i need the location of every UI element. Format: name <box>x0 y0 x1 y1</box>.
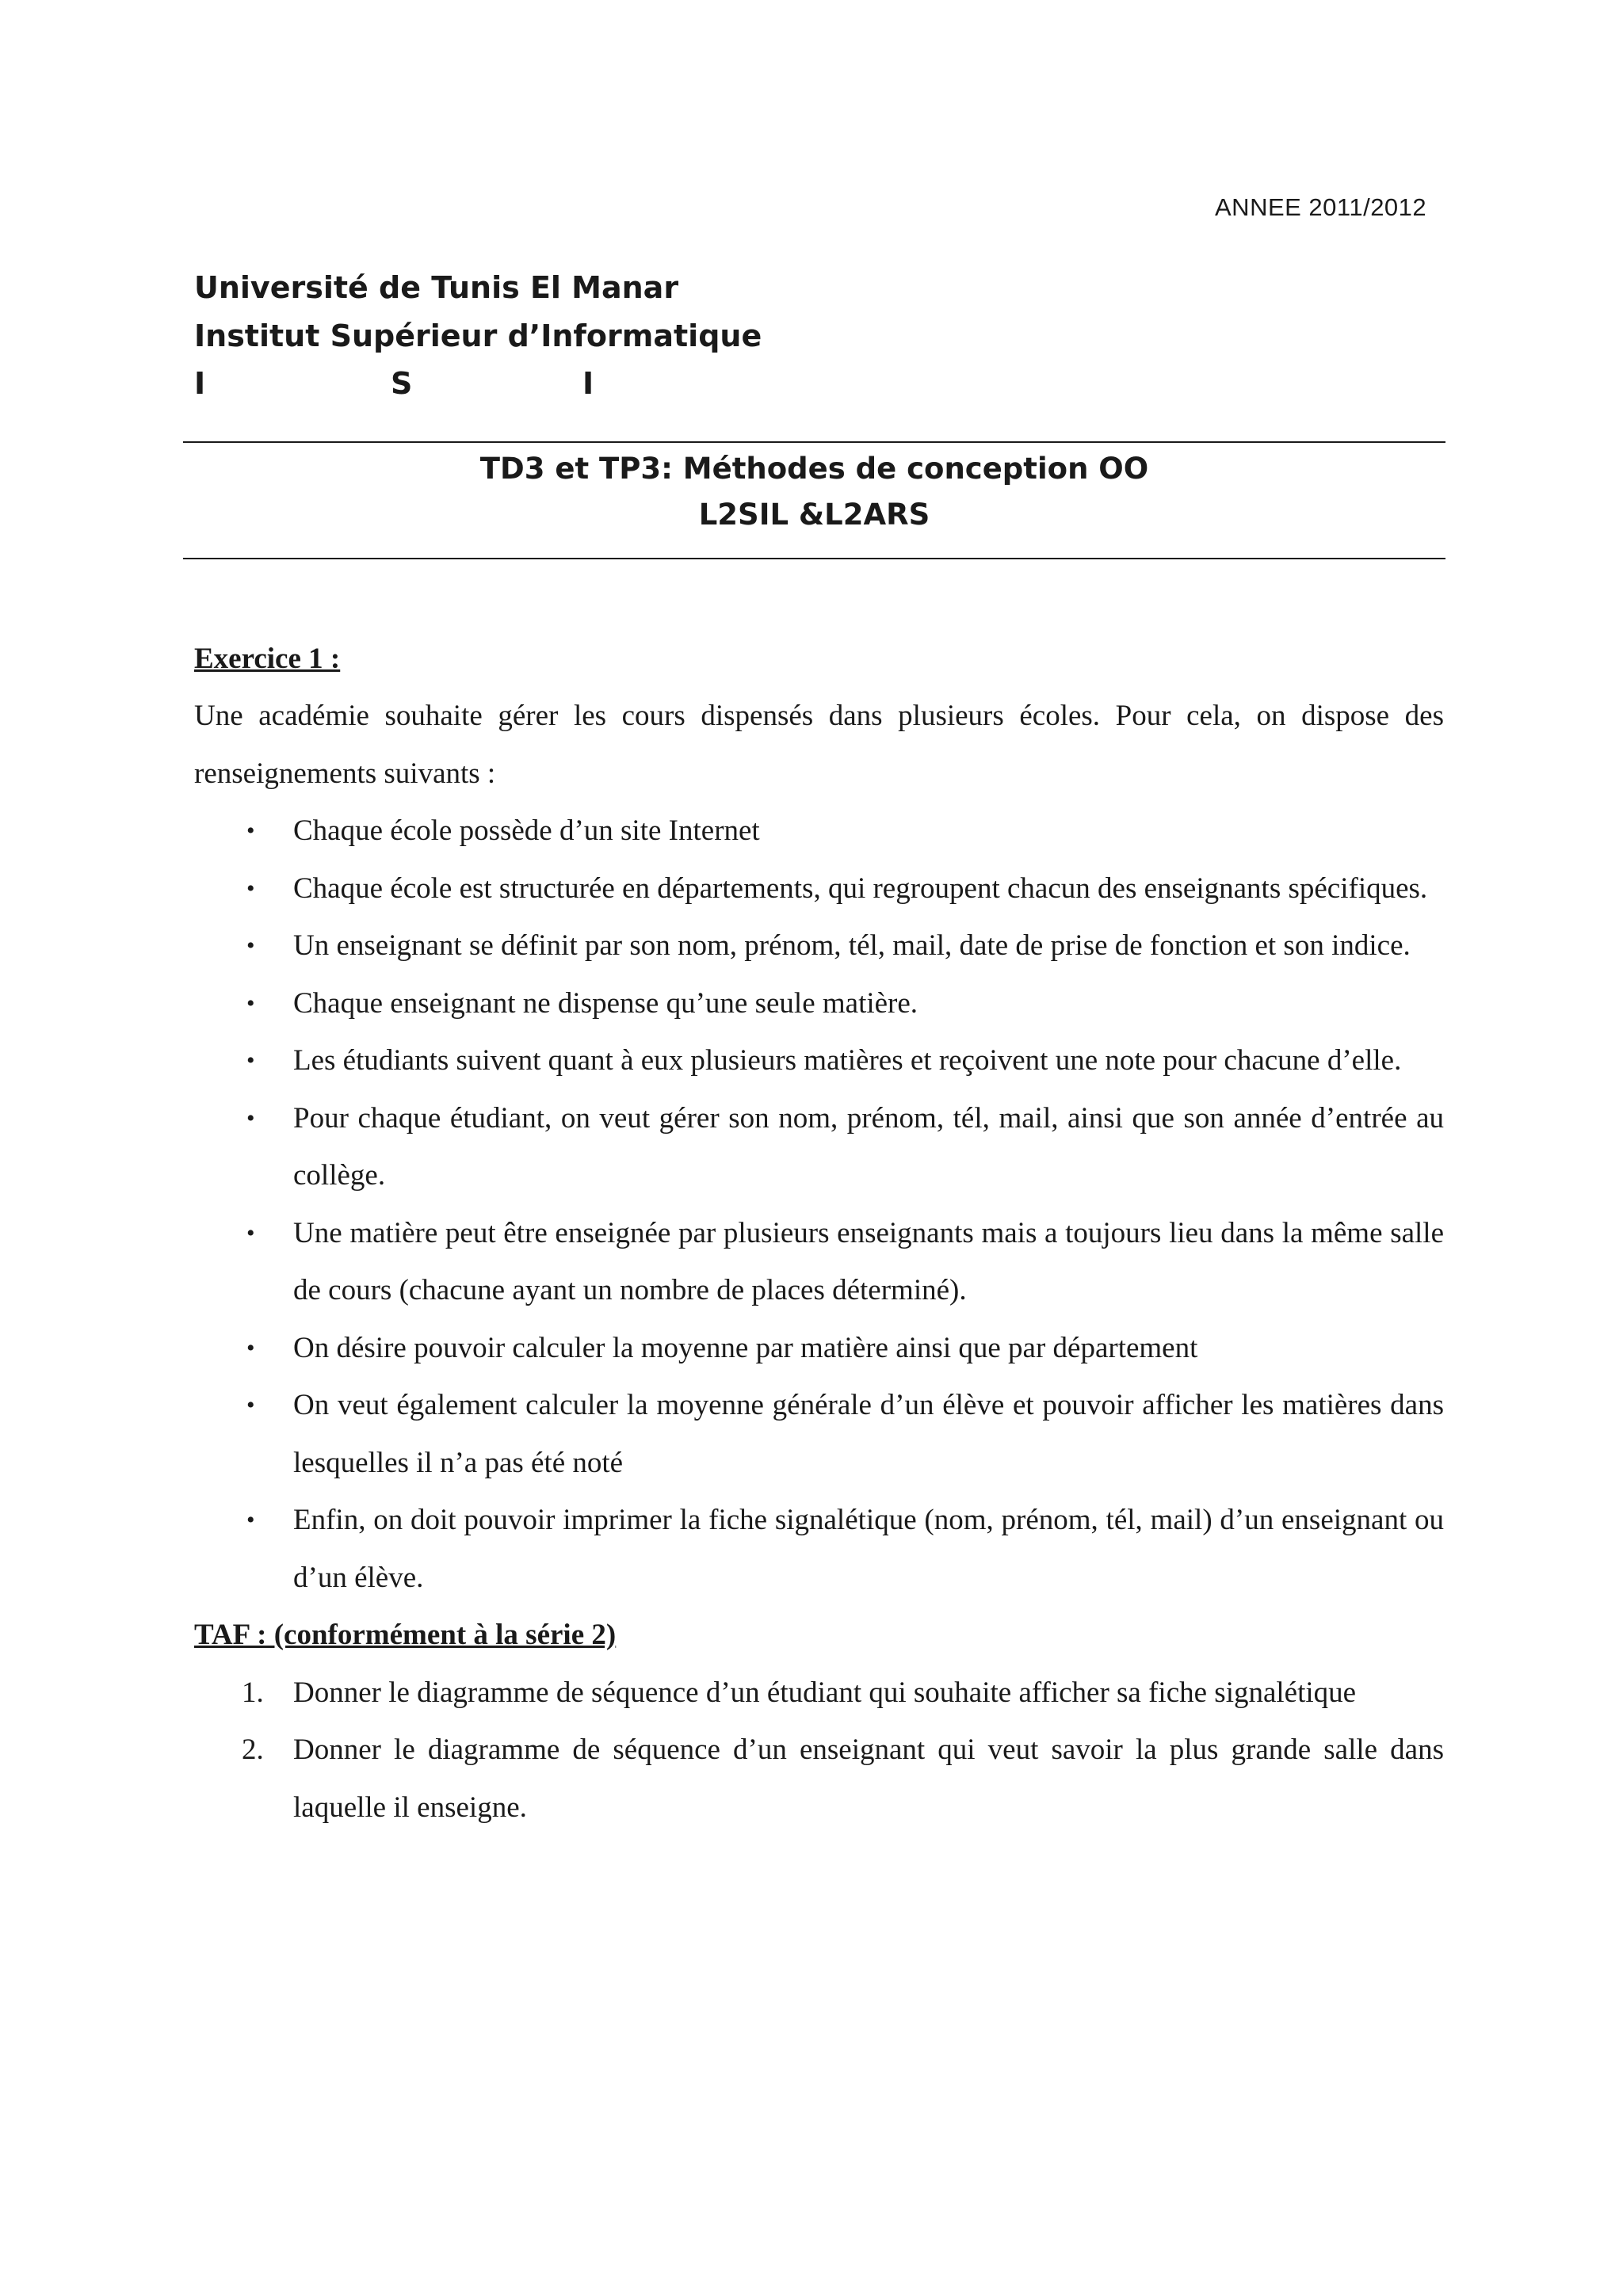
list-item <box>194 803 1444 860</box>
bullet-icon: • <box>246 818 255 844</box>
bullet-icon: • <box>246 1334 255 1361</box>
list-item-text: Chaque école possède d’un site Internet <box>293 814 760 847</box>
bullet-icon: • <box>246 1507 255 1533</box>
exercise-heading: Exercice 1 : <box>194 643 341 675</box>
bullet-icon: • <box>246 1219 255 1246</box>
list-item-text: Chaque enseignant ne dispense qu’une seule matière. <box>293 986 918 1020</box>
list-item <box>194 1320 1444 1378</box>
bullet-icon: • <box>246 990 255 1016</box>
bullet-icon: • <box>246 1392 255 1418</box>
list-item <box>194 1090 1444 1205</box>
list-item <box>194 1377 1444 1492</box>
title-top-divider <box>183 441 1445 443</box>
bullet-icon: • <box>246 1047 255 1074</box>
document-title: TD3 et TP3: Méthodes de conception OO <box>479 452 1149 486</box>
task-item <box>194 1722 1444 1836</box>
institute-acronym <box>194 366 638 404</box>
bullet-icon: • <box>246 1104 255 1131</box>
academic-year: ANNEE 2011/2012 <box>1215 193 1427 221</box>
bullet-icon: • <box>246 875 255 902</box>
list-item-text: Chaque école est structurée en départements, qui regroupent chacun des enseignants spécifiques. <box>293 871 1428 905</box>
list-item-text: On veut également calculer la moyenne générale d’un élève et pouvoir afficher les matières dans lesquelles il n’a pas été noté <box>293 1389 1444 1479</box>
exercise-body <box>194 631 1444 1836</box>
list-item <box>194 860 1444 918</box>
task-item <box>194 1665 1444 1722</box>
list-item-text: Une matière peut être enseignée par plusieurs enseignants mais a toujours lieu dans la même salle de cours (chacune ayant un nombre de places déterminé). <box>293 1216 1444 1306</box>
bullet-icon: • <box>246 933 255 959</box>
list-item-text: Un enseignant se définit par son nom, prénom, tél, mail, date de prise de fonction et son indice. <box>293 929 1411 962</box>
exercise-intro: Une académie souhaite gérer les cours dispensés dans plusieurs écoles. Pour cela, on dispose des renseignements suivants : <box>194 700 1444 790</box>
acronym-letter: S <box>391 366 413 401</box>
task-text: Donner le diagramme de séquence d’un étudiant qui souhaite afficher sa fiche signalétique <box>293 1676 1357 1709</box>
list-item <box>194 1492 1444 1607</box>
task-number: 2. <box>242 1733 264 1766</box>
task-number: 1. <box>242 1676 264 1709</box>
list-item <box>194 1032 1444 1090</box>
list-item <box>194 975 1444 1033</box>
list-item <box>194 917 1444 975</box>
list-item-text: On désire pouvoir calculer la moyenne par matière ainsi que par département <box>293 1331 1198 1364</box>
taf-heading: TAF : (conformément à la série 2) <box>194 1619 617 1651</box>
list-item <box>194 1205 1444 1320</box>
requirements-list <box>194 803 1444 1607</box>
title-bottom-divider <box>183 558 1445 559</box>
list-item-text: Les étudiants suivent quant à eux plusieurs matières et reçoivent une note pour chacune d’elle. <box>293 1044 1402 1077</box>
list-item-text: Enfin, on doit pouvoir imprimer la fiche signalétique (nom, prénom, tél, mail) d’un enseignant ou d’un élève. <box>293 1504 1444 1594</box>
document-subtitle: L2SIL &L2ARS <box>698 498 930 532</box>
institute-name: Institut Supérieur d’Informatique <box>194 318 762 353</box>
university-name: Université de Tunis El Manar <box>194 270 679 305</box>
list-item-text: Pour chaque étudiant, on veut gérer son nom, prénom, tél, mail, ainsi que son année d’entrée au collège. <box>293 1101 1444 1192</box>
acronym-letter: I <box>194 366 206 401</box>
task-text: Donner le diagramme de séquence d’un enseignant qui veut savoir la plus grande salle dans laquelle il enseigne. <box>293 1733 1444 1824</box>
acronym-letter: I <box>582 366 594 401</box>
tasks-list <box>194 1665 1444 1837</box>
